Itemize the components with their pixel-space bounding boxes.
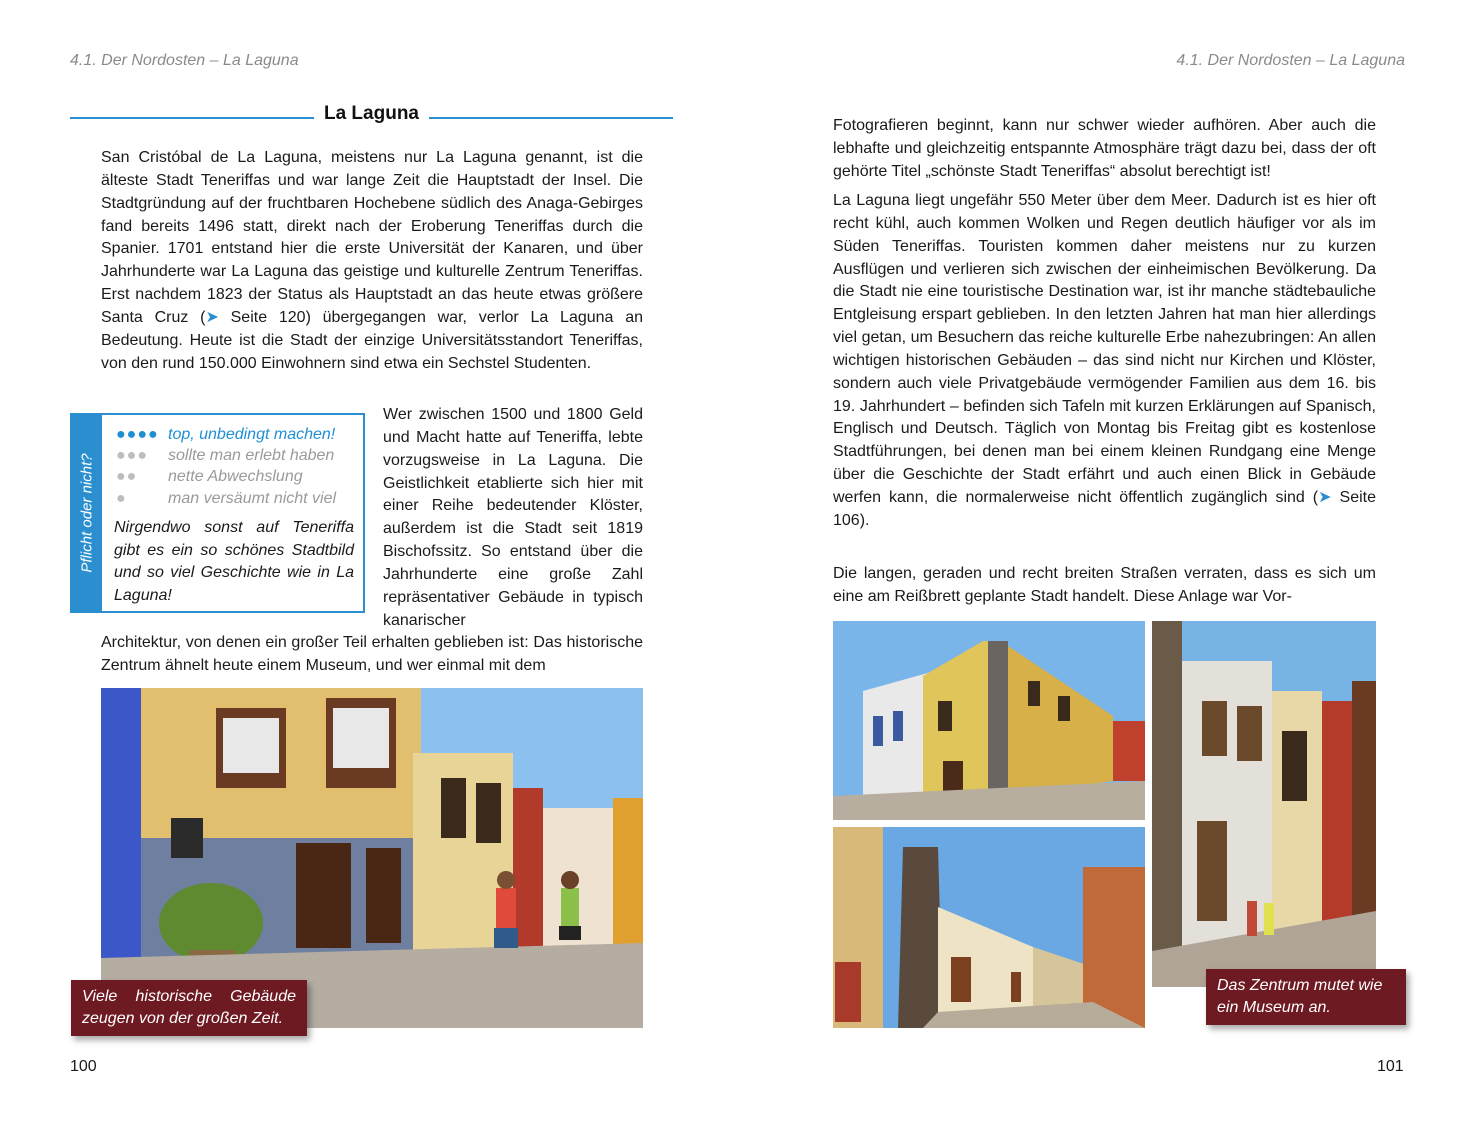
- page-ref-arrow-icon: ➤: [1318, 488, 1332, 506]
- intro-paragraph: [101, 147, 643, 375]
- left-photo-caption: Viele historische Gebäude zeugen von der großen Zeit.: [71, 980, 307, 1036]
- right-paragraph-3: Die langen, geraden und recht breiten Straßen verraten, dass es sich um eine am Reißbrett geplante Stadt handelt. Diese Anlage war Vor-: [833, 565, 1376, 605]
- right-photo-caption: Das Zentrum mutet wie ein Museum an.: [1206, 969, 1406, 1025]
- rating-dots-icon: ●●●●: [116, 426, 159, 443]
- rating-dots-icon: ●: [116, 490, 127, 507]
- continued-paragraph: Architektur, von denen ein großer Teil erhalten geblieben ist: Das historische Zentrum ähnelt heute einem Museum, und wer einmal mit dem: [101, 634, 643, 674]
- rating-label: man versäumt nicht viel: [168, 490, 337, 507]
- rating-dots-icon: ●●: [116, 468, 138, 485]
- para2-text-b: ).: [859, 511, 870, 529]
- rating-label: top, unbedingt machen!: [168, 426, 336, 443]
- intro-text-a: San Cristóbal de La Laguna, meistens nur La Laguna genannt, ist die älteste Stadt Teneriffas und war lange Zeit die Hauptstadt der Insel. Die Stadtgründung auf der fruchtbaren Hochebene südlich des Anaga-Gebirges fand bereits 1496 statt, direkt nach der Eroberung Teneriffas durch die Spanier. 1701 entstand hier die erste Universität der Kanaren, und über Jahrhunderte war La Laguna das geistige und kulturelle Zentrum Teneriffas. Erst nachdem 1823 der Status als Hauptstadt an das heute etwas größere Santa Cruz (: [101, 149, 643, 326]
- rating-label: nette Abwechslung: [168, 468, 303, 485]
- infobox-verdict: Nirgendwo sonst auf Teneriffa gibt es ein so schönes Stadtbild und so viel Geschichte wie in La Laguna!: [114, 519, 354, 604]
- colorful-houses-photo: [1152, 621, 1376, 987]
- street-scene-photo: [101, 688, 643, 1028]
- left-running-head: 4.1. Der Nordosten – La Laguna: [70, 52, 299, 69]
- infobox-sidebar: [72, 415, 102, 611]
- para2-text-a: La Laguna liegt ungefähr 550 Meter über dem Meer. Dadurch ist es hier oft recht kühl, auch kommen Wolken und Regen deutlich häufiger vor als im Süden Teneriffas. Touristen kommen daher meistens nur zu kurzen Ausflügen und verlieren sich zwischen der einheimischen Bevölkerung. Da die Stadt nie eine touristische Destination war, ist ihr manche städtebauliche Entgleisung erspart geblieben. In den letzten Jahren hat man hier allerdings viel getan, um Besuchern das reiche kulturelle Erbe nahezubringen: An allen wichtigen historischen Gebäuden – das sind nicht nur Kirchen und Klöster, sondern auch viele Privatgebäude vermögender Familien aus dem 16. bis 19. Jahrhundert – befinden sich Tafeln mit kurzen Erklärungen auf Spanisch, Englisch und Deutsch. Täglich von Montag bis Freitag gibt es kostenlose Stadtführungen, bei denen man bei einem kleinen Rundgang eine Menge über die Geschichte der Stadt erfährt und auch einen Blick in Gebäude werfen kann, die normalerweise nicht öffentlich zugänglich sind (: [833, 192, 1376, 506]
- section-title: La Laguna: [323, 103, 419, 124]
- right-paragraph-2: [833, 190, 1376, 533]
- rating-dots-icon: ●●●: [116, 447, 148, 464]
- corner-building-photo: [833, 621, 1145, 820]
- page-ref-arrow-icon: ➤: [205, 308, 219, 326]
- right-page-number: 101: [1377, 1058, 1404, 1075]
- church-street-photo: [833, 827, 1145, 1028]
- side-paragraph: Wer zwischen 1500 und 1800 Geld und Macht hatte auf Teneriffa, lebte vorzugsweise in La Laguna. Die Geistlichkeit etablierte sich hier mit einer Reihe bedeutender Klöster, außerdem ist die Stadt seit 1819 Bischofssitz. So entstand über die Jahrhunderte eine große Zahl repräsentativer Gebäude in typisch kanarischer: [383, 406, 643, 629]
- rating-label: sollte man erlebt haben: [168, 447, 335, 464]
- page-ref-link[interactable]: Seite 106: [833, 488, 1376, 529]
- left-page-number: 100: [70, 1058, 97, 1075]
- infobox-sidebar-label: Pflicht oder nicht?: [78, 453, 96, 573]
- intro-text-b: ) übergegangen war, verlor La Laguna an Bedeutung. Heute ist die Stadt der einzige Universitätsstandort Teneriffas, von den rund 150.000 Einwohnern sind etwa ein Sechstel Studenten.: [101, 308, 644, 372]
- right-running-head: 4.1. Der Nordosten – La Laguna: [1176, 52, 1405, 69]
- right-paragraph-1: Fotografieren beginnt, kann nur schwer wieder aufhören. Aber auch die lebhafte und gleichzeitig entspannte Atmosphäre trägt dazu bei, dass der oft gehörte Titel „schönste Stadt Teneriffas“ absolut berechtigt ist!: [833, 117, 1376, 180]
- page-ref-link[interactable]: Seite 120: [230, 308, 306, 326]
- rating-infobox: [70, 413, 365, 613]
- section-title-row: [70, 103, 673, 131]
